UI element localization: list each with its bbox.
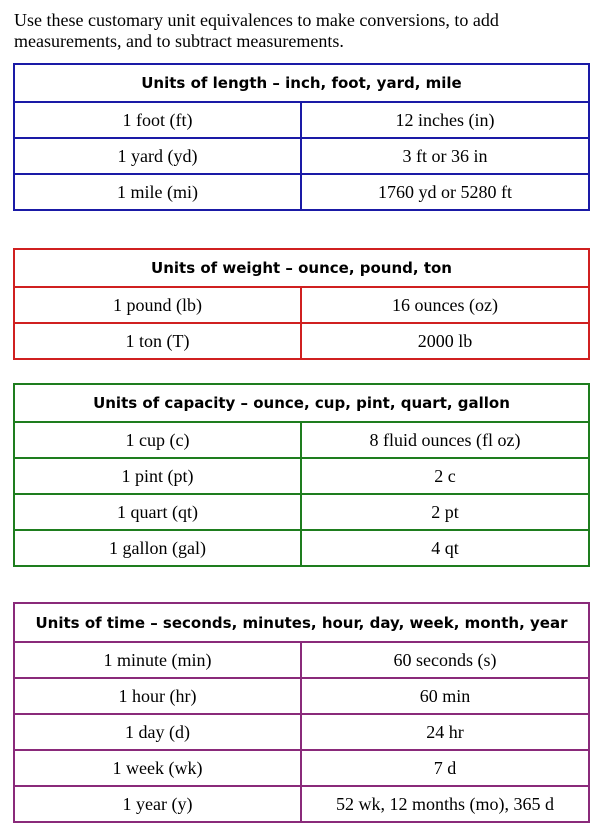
equivalent-cell: 7 d <box>301 750 589 786</box>
unit-cell: 1 mile (mi) <box>14 174 301 210</box>
time-table <box>13 602 590 823</box>
table-header-row <box>14 249 589 287</box>
unit-cell: 1 hour (hr) <box>14 678 301 714</box>
table-row <box>14 750 589 786</box>
unit-cell: 1 yard (yd) <box>14 138 301 174</box>
unit-cell: 1 day (d) <box>14 714 301 750</box>
unit-cell: 1 ton (T) <box>14 323 301 359</box>
table-title: Units of length – inch, foot, yard, mile <box>14 64 589 102</box>
table-row <box>14 458 589 494</box>
equivalent-cell: 8 fluid ounces (fl oz) <box>301 422 589 458</box>
weight-table <box>13 248 590 360</box>
unit-cell: 1 week (wk) <box>14 750 301 786</box>
table-title: Units of time – seconds, minutes, hour, day, week, month, year <box>14 603 589 642</box>
equivalent-cell: 2 pt <box>301 494 589 530</box>
length-table <box>13 63 590 211</box>
equivalent-cell: 12 inches (in) <box>301 102 589 138</box>
equivalent-cell: 24 hr <box>301 714 589 750</box>
equivalent-cell: 3 ft or 36 in <box>301 138 589 174</box>
unit-cell: 1 foot (ft) <box>14 102 301 138</box>
unit-cell: 1 quart (qt) <box>14 494 301 530</box>
equivalent-cell: 2 c <box>301 458 589 494</box>
equivalent-cell: 60 seconds (s) <box>301 642 589 678</box>
table-row <box>14 714 589 750</box>
equivalent-cell: 52 wk, 12 months (mo), 365 d <box>301 786 589 822</box>
equivalent-cell: 60 min <box>301 678 589 714</box>
unit-cell: 1 pint (pt) <box>14 458 301 494</box>
table-row <box>14 678 589 714</box>
equivalent-cell: 16 ounces (oz) <box>301 287 589 323</box>
equivalent-cell: 2000 lb <box>301 323 589 359</box>
table-header-row <box>14 384 589 422</box>
unit-cell: 1 minute (min) <box>14 642 301 678</box>
table-row <box>14 422 589 458</box>
table-row <box>14 323 589 359</box>
table-row <box>14 642 589 678</box>
intro-text: Use these customary unit equivalences to make conversions, to add measurements, and to subtract measurements. <box>14 10 499 51</box>
table-row <box>14 102 589 138</box>
unit-cell: 1 pound (lb) <box>14 287 301 323</box>
unit-cell: 1 cup (c) <box>14 422 301 458</box>
unit-cell: 1 year (y) <box>14 786 301 822</box>
table-header-row <box>14 603 589 642</box>
table-title: Units of capacity – ounce, cup, pint, quart, gallon <box>14 384 589 422</box>
table-row <box>14 138 589 174</box>
table-header-row <box>14 64 589 102</box>
table-row <box>14 786 589 822</box>
table-row <box>14 494 589 530</box>
table-row <box>14 174 589 210</box>
unit-cell: 1 gallon (gal) <box>14 530 301 566</box>
table-row <box>14 287 589 323</box>
equivalent-cell: 1760 yd or 5280 ft <box>301 174 589 210</box>
equivalent-cell: 4 qt <box>301 530 589 566</box>
table-title: Units of weight – ounce, pound, ton <box>14 249 589 287</box>
table-row <box>14 530 589 566</box>
capacity-table <box>13 383 590 567</box>
